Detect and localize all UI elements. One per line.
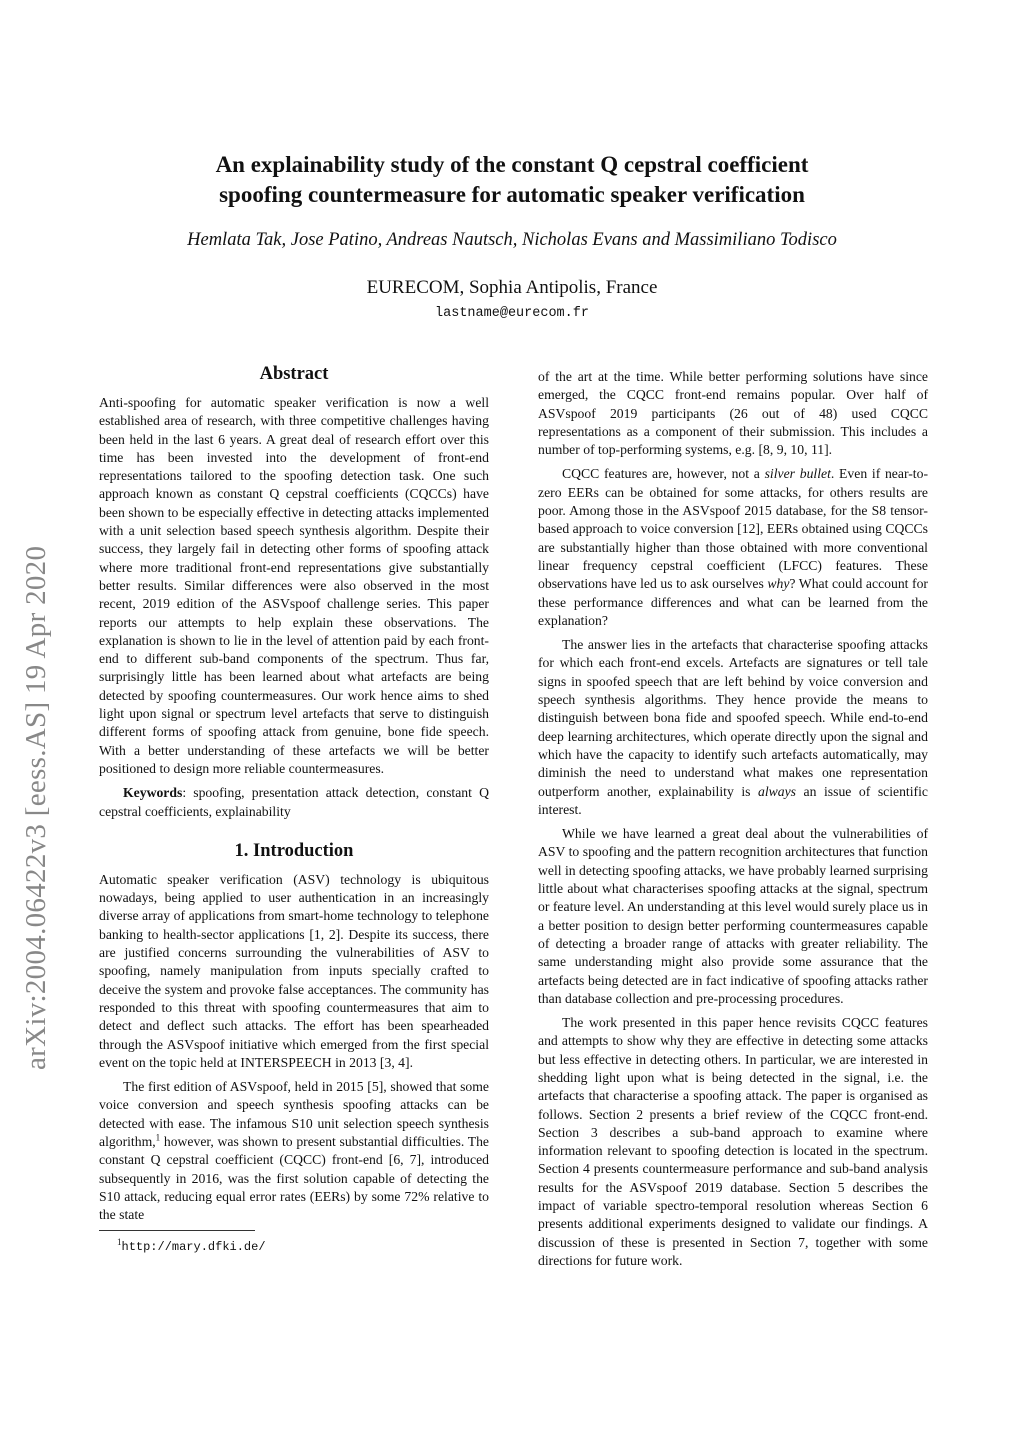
- always-emphasis: always: [757, 783, 797, 799]
- footnote: [99, 1235, 489, 1254]
- intro-paragraph-2: [99, 1078, 489, 1224]
- silver-bullet-emphasis: silver bullet: [764, 466, 831, 482]
- right-paragraph-2: [538, 465, 928, 630]
- footnote-divider: [99, 1230, 255, 1231]
- contact-email: lastname@eurecom.fr: [435, 306, 589, 321]
- right-column: [538, 368, 928, 1276]
- footnote-url[interactable]: http://mary.dfki.de/: [121, 1240, 266, 1255]
- left-column: [99, 362, 489, 1254]
- title-line-1: An explainability study of the constant Q cepstral coefficient: [215, 152, 809, 177]
- right-paragraph-3: [538, 636, 928, 819]
- right-paragraph-5: The work presented in this paper hence revisits CQCC features and attempts to show why they are effective in detecting some attacks but less effective in detecting others. In particular, we are interested in shedding light upon what is being detected in the signal, i.e. the artefacts that characterise a spoofing attack. The paper is organised as follows. Section 2 presents a brief review of the CQCC front-end. Section 3 describes a sub-band approach to examine where information relevant to spoofing detection is located in the spectrum. Section 4 presents countermeasure performance and sub-band analysis results for the ASVspoof 2019 database. Section 5 describes the impact of variable spectro-temporal resolution whereas Section 6 presents additional experiments designed to validate our findings. A discussion of these is presented in Section 7, together with some directions for future work.: [538, 1015, 928, 1268]
- why-emphasis: why: [767, 576, 790, 592]
- abstract-text: Anti-spoofing for automatic speaker verification is now a well established area of research, with three competitive challenges having been held in the last 6 years. A great deal of research effort over this time has been invested into the development of front-end representations tailored to the spoofing detection task. One such approach known as constant Q cepstral coefficients (CQCCs) have been shown to be especially effective in detecting attacks implemented with a unit selection based speech synthesis algorithm. Despite their success, they largely fail in detecting other forms of spoofing attack where more traditional front-end representations give substantially better results. Similar differences were also observed in the most recent, 2019 edition of the ASVspoof challenge series. This paper reports our attempts to help explain these observations. The explanation is shown to lie in the level of attention paid by each front-end to different sub-band components of the spectrum. Thus far, surprisingly little has been learned about what artefacts are being detected by spoofing countermeasures. Our work hence aims to shed light upon signal or spectrum level artefacts that serve to distinguish different forms of spoofing attack from genuine, bone fide speech. With a better understanding of these artefacts we will be better positioned to design more reliable countermeasures.: [99, 395, 489, 776]
- right-p2-part-b: . Even if near-to-zero EERs can be obtained for some attacks, for others results are poor. Among those in the ASVspoof 2015 database, for the S8 tensor-based approach to voice conversion [12], EERs obtained using CQCCs are substantially higher than those obtained with more conventional linear frequency cepstral coefficient (LFCC) features. These observations have led us to ask ourselves: [538, 466, 929, 592]
- introduction-heading: 1. Introduction: [234, 840, 354, 861]
- paper-title: [100, 150, 924, 210]
- right-p2-part-c: ? What could account for these performance differences and what can be learned from the explanation?: [538, 576, 928, 628]
- footnote-number: 1: [117, 1237, 122, 1248]
- right-paragraph-1: of the art at the time. While better performing solutions have since emerged, the CQCC front-end remains popular. Over half of ASVspoof 2019 participants (26 out of 48) used CQCC representations as a component of their submission. This includes a number of top-performing systems, e.g. [8, 9, 10, 11].: [538, 369, 928, 458]
- intro-p2-part-a: The first edition of ASVspoof, held in 2015 [5], showed that some voice conversion and speech synthesis spoofing attacks can be detected with ease. The infamous S10 unit selection speech synthesis algorithm,: [99, 1079, 489, 1149]
- author-list: Hemlata Tak, Jose Patino, Andreas Nautsch, Nicholas Evans and Massimiliano Todisco: [187, 230, 837, 250]
- keywords-label: Keywords: [123, 785, 183, 801]
- arxiv-identifier: arXiv:2004.06422v3 [eess.AS] 19 Apr 2020: [20, 545, 52, 1070]
- footnote-marker: 1: [155, 1132, 161, 1143]
- intro-p2-part-b: however, was shown to present substantial difficulties. The constant Q cepstral coefficient (CQCC) front-end [6, 7], introduced subsequently in 2016, was the first solution capable of detecting the S10 attack, reducing equal error rates (EERs) by some 72% relative to the state: [99, 1133, 489, 1223]
- right-paragraph-4: While we have learned a great deal about the vulnerabilities of ASV to spoofing and the pattern recognition architectures that function well in detecting spoofing attacks, we have probably learned surprising little about what characterises spoofing attacks at the signal, spectrum or feature level. An understanding at this level would surely place us in a better position to design better performing countermeasures capable of detecting a broader range of attacks with greater reliability. The same understanding might also provide some assurance that the artefacts being detected are in fact indicative of spoofing attacks rather than database collection and pre-processing procedures.: [538, 826, 928, 1006]
- right-p3-part-a: The answer lies in the artefacts that characterise spoofing attacks for which each front-end excels. Artefacts are signatures or tell tale signs in spoofed speech that are left behind by voice conversion and speech synthesis algorithms. They hence provide the means to distinguish between bona fide and spoofed speech. While end-to-end deep learning architectures, which operate directly upon the signal and which have the capacity to identify such artefacts automatically, may diminish the need to understand what makes one representation outperform another, explainability is: [538, 637, 928, 799]
- right-p3-part-b: an issue of scientific interest.: [538, 783, 928, 817]
- abstract-heading: Abstract: [259, 364, 329, 384]
- keywords-line: [99, 784, 489, 821]
- keywords-text: : spoofing, presentation attack detection, constant Q cepstral coefficients, explainability: [99, 785, 489, 819]
- right-p2-part-a: CQCC features are, however, not a: [562, 466, 765, 482]
- title-line-2: spoofing countermeasure for automatic speaker verification: [219, 182, 805, 207]
- intro-paragraph-1: Automatic speaker verification (ASV) technology is ubiquitous nowadays, being applied to user authentication in an increasingly diverse array of applications from smart-home technology to telephone banking to health-sector applications [1, 2]. Despite its success, there are justified concerns surrounding the vulnerabilities of ASV to spoofing, namely manipulation from inputs specially crafted to deceive the system and provoke false acceptances. The community has responded to this threat with spoofing countermeasures that aim to detect and deflect such attacks. The effort has been spearheaded through the ASVspoof initiative which emerged from the first special event on the topic held at INTERSPEECH in 2013 [3, 4].: [99, 871, 489, 1070]
- affiliation: EURECOM, Sophia Antipolis, France: [366, 277, 658, 298]
